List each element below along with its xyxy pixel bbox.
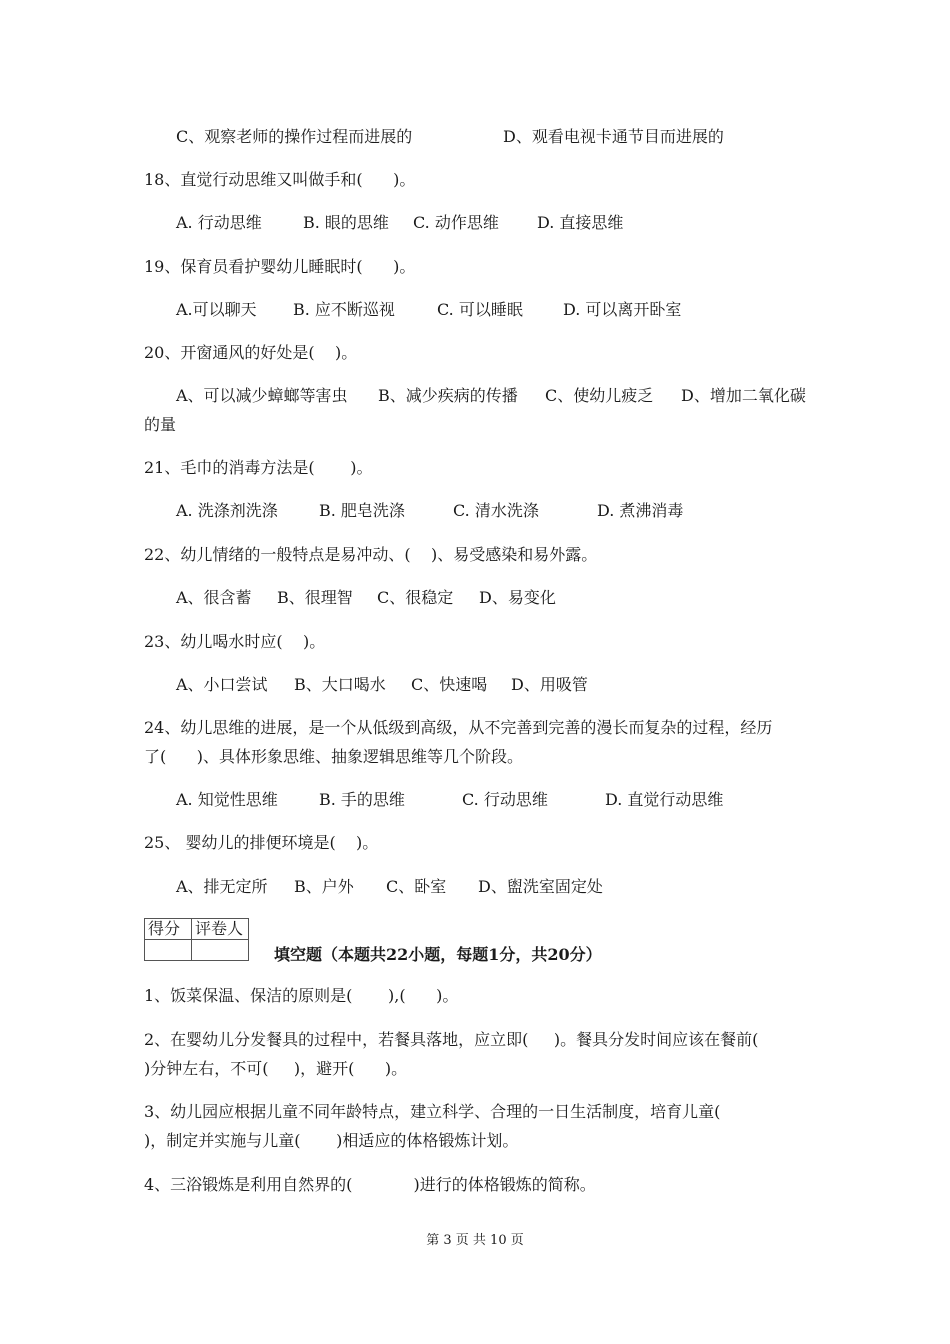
fill-q1: 1、饭菜保温、保洁的原则是( ),( )。 bbox=[144, 986, 459, 1005]
q20-option-d-continued: 的量 bbox=[144, 415, 177, 434]
q24-stem-line2: 了( )、具体形象思维、抽象逻辑思维等几个阶段。 bbox=[144, 747, 524, 766]
q21-option-b: B. 肥皂洗涤 bbox=[319, 501, 405, 520]
q18-option-d: D. 直接思维 bbox=[537, 213, 624, 232]
q18-option-a: A. 行动思维 bbox=[176, 213, 262, 232]
q21-stem: 21、毛巾的消毒方法是( )。 bbox=[144, 458, 373, 477]
q23-option-a: A、小口尝试 bbox=[176, 675, 268, 694]
q22-stem: 22、幼儿情绪的一般特点是易冲动、( )、易受感染和易外露。 bbox=[144, 545, 598, 564]
q23-stem: 23、幼儿喝水时应( )。 bbox=[144, 632, 326, 651]
score-cell bbox=[145, 940, 192, 961]
q18-option-c: C. 动作思维 bbox=[413, 213, 499, 232]
page-footer: 第 3 页 共 10 页 bbox=[426, 1233, 524, 1248]
fill-q4: 4、三浴锻炼是利用自然界的( )进行的体格锻炼的简称。 bbox=[144, 1175, 596, 1194]
q20-stem: 20、开窗通风的好处是( )。 bbox=[144, 343, 358, 362]
q25-option-b: B、户外 bbox=[294, 877, 354, 896]
q25-stem: 25、 婴幼儿的排便环境是( )。 bbox=[144, 833, 379, 852]
q19-stem: 19、保育员看护婴幼儿睡眠时( )。 bbox=[144, 257, 416, 276]
q23-option-d: D、用吸管 bbox=[511, 675, 588, 694]
score-header: 得分 bbox=[145, 919, 192, 940]
q22-option-d: D、易变化 bbox=[479, 588, 556, 607]
grader-header: 评卷人 bbox=[192, 919, 249, 940]
grader-cell bbox=[192, 940, 249, 961]
q21-option-d: D. 煮沸消毒 bbox=[597, 501, 684, 520]
q23-option-c: C、快速喝 bbox=[411, 675, 488, 694]
q19-option-d: D. 可以离开卧室 bbox=[563, 300, 682, 319]
q23-option-b: B、大口喝水 bbox=[294, 675, 386, 694]
q20-option-b: B、减少疾病的传播 bbox=[378, 386, 518, 405]
q19-option-a: A.可以聊天 bbox=[176, 300, 257, 319]
q18-stem: 18、直觉行动思维又叫做手和( )。 bbox=[144, 170, 416, 189]
q17-option-c: C、观察老师的操作过程而进展的 bbox=[176, 127, 413, 146]
score-table bbox=[144, 918, 249, 961]
fill-q2-line2: )分钟左右，不可( )，避开( )。 bbox=[144, 1059, 408, 1078]
q22-option-a: A、很含蓄 bbox=[176, 588, 252, 607]
q20-option-a: A、可以减少蟑螂等害虫 bbox=[176, 386, 348, 405]
q24-option-c: C. 行动思维 bbox=[462, 790, 548, 809]
fill-q3-line2: )，制定并实施与儿童( )相适应的体格锻炼计划。 bbox=[144, 1131, 519, 1150]
q22-option-c: C、很稳定 bbox=[377, 588, 454, 607]
q25-option-c: C、卧室 bbox=[386, 877, 447, 896]
q20-option-d: D、增加二氧化碳 bbox=[681, 386, 806, 405]
q24-stem-line1: 24、幼儿思维的进展，是一个从低级到高级，从不完善到完善的漫长而复杂的过程，经历 bbox=[144, 718, 773, 737]
q20-option-c: C、使幼儿疲乏 bbox=[545, 386, 654, 405]
fill-q2-line1: 2、在婴幼儿分发餐具的过程中，若餐具落地，应立即( )。餐具分发时间应该在餐前( bbox=[144, 1030, 759, 1049]
q21-option-c: C. 清水洗涤 bbox=[453, 501, 539, 520]
q24-option-a: A. 知觉性思维 bbox=[176, 790, 278, 809]
q19-option-b: B. 应不断巡视 bbox=[293, 300, 395, 319]
q25-option-d: D、盥洗室固定处 bbox=[478, 877, 603, 896]
q24-option-d: D. 直觉行动思维 bbox=[605, 790, 724, 809]
q18-option-b: B. 眼的思维 bbox=[303, 213, 389, 232]
q24-option-b: B. 手的思维 bbox=[319, 790, 405, 809]
q21-option-a: A. 洗涤剂洗涤 bbox=[176, 501, 278, 520]
q22-option-b: B、很理智 bbox=[277, 588, 353, 607]
q25-option-a: A、排无定所 bbox=[176, 877, 268, 896]
fill-q3-line1: 3、幼儿园应根据儿童不同年龄特点，建立科学、合理的一日生活制度，培育儿童( bbox=[144, 1102, 721, 1121]
section-title: 填空题（本题共22小题，每题1分，共20分） bbox=[274, 945, 602, 964]
q17-option-d: D、观看电视卡通节目而进展的 bbox=[503, 127, 724, 146]
q19-option-c: C. 可以睡眠 bbox=[437, 300, 523, 319]
